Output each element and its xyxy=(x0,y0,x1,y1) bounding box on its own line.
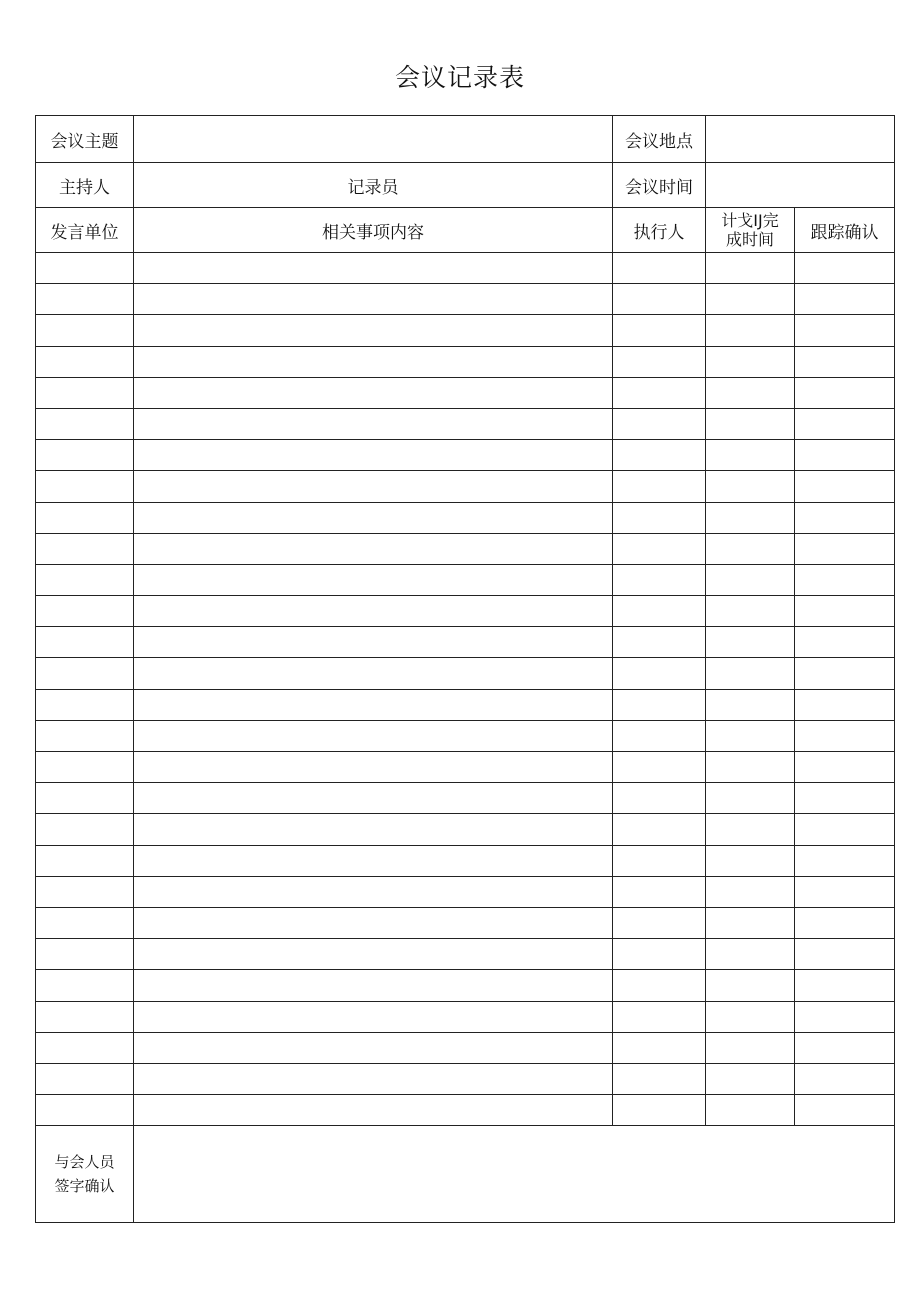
cell-executor[interactable] xyxy=(613,1001,706,1032)
cell-unit[interactable] xyxy=(36,939,134,970)
cell-content[interactable] xyxy=(134,720,613,751)
cell-unit[interactable] xyxy=(36,471,134,502)
cell-content[interactable] xyxy=(134,440,613,471)
cell-plan-time[interactable] xyxy=(706,876,795,907)
cell-content[interactable] xyxy=(134,752,613,783)
cell-plan-time[interactable] xyxy=(706,502,795,533)
signature-label xyxy=(36,1126,134,1223)
cell-executor[interactable] xyxy=(613,876,706,907)
cell-unit[interactable] xyxy=(36,253,134,284)
cell-content[interactable] xyxy=(134,939,613,970)
table-row xyxy=(36,346,895,377)
cell-content[interactable] xyxy=(134,876,613,907)
cell-executor[interactable] xyxy=(613,752,706,783)
cell-unit[interactable] xyxy=(36,627,134,658)
table-row xyxy=(36,408,895,439)
cell-unit[interactable] xyxy=(36,284,134,315)
cell-content[interactable] xyxy=(134,284,613,315)
signature-label-line2: 签字确认 xyxy=(54,1177,115,1196)
meeting-record-table xyxy=(35,115,895,1223)
table-row xyxy=(36,939,895,970)
cell-tracking[interactable] xyxy=(795,814,895,845)
cell-executor[interactable] xyxy=(613,845,706,876)
cell-tracking[interactable] xyxy=(795,783,895,814)
cell-executor[interactable] xyxy=(613,907,706,938)
cell-unit[interactable] xyxy=(36,783,134,814)
cell-tracking[interactable] xyxy=(795,315,895,346)
cell-content[interactable] xyxy=(134,1063,613,1094)
cell-content[interactable] xyxy=(134,1001,613,1032)
table-row xyxy=(36,1095,895,1126)
cell-content[interactable] xyxy=(134,346,613,377)
cell-tracking[interactable] xyxy=(795,845,895,876)
cell-tracking[interactable] xyxy=(795,1063,895,1094)
cell-executor[interactable] xyxy=(613,596,706,627)
cell-unit[interactable] xyxy=(36,377,134,408)
cell-tracking[interactable] xyxy=(795,408,895,439)
cell-plan-time[interactable] xyxy=(706,253,795,284)
table-row xyxy=(36,502,895,533)
table-row xyxy=(36,720,895,751)
cell-tracking[interactable] xyxy=(795,377,895,408)
cell-tracking[interactable] xyxy=(795,658,895,689)
cell-plan-time[interactable] xyxy=(706,408,795,439)
cell-executor[interactable] xyxy=(613,783,706,814)
time-label: 会议时间 xyxy=(613,163,706,208)
host-label: 主持人 xyxy=(36,163,134,208)
topic-field[interactable] xyxy=(134,116,613,163)
cell-executor[interactable] xyxy=(613,939,706,970)
cell-unit[interactable] xyxy=(36,564,134,595)
cell-plan-time[interactable] xyxy=(706,627,795,658)
cell-unit[interactable] xyxy=(36,1001,134,1032)
cell-content[interactable] xyxy=(134,658,613,689)
table-row xyxy=(36,440,895,471)
cell-tracking[interactable] xyxy=(795,471,895,502)
header-row-topic xyxy=(36,116,895,163)
location-label: 会议地点 xyxy=(613,116,706,163)
cell-plan-time[interactable] xyxy=(706,533,795,564)
cell-unit[interactable] xyxy=(36,658,134,689)
cell-plan-time[interactable] xyxy=(706,658,795,689)
table-row xyxy=(36,377,895,408)
cell-plan-time[interactable] xyxy=(706,471,795,502)
table-row xyxy=(36,596,895,627)
cell-plan-time[interactable] xyxy=(706,440,795,471)
cell-unit[interactable] xyxy=(36,907,134,938)
table-row xyxy=(36,253,895,284)
table-row xyxy=(36,783,895,814)
cell-unit[interactable] xyxy=(36,1063,134,1094)
cell-unit[interactable] xyxy=(36,502,134,533)
cell-tracking[interactable] xyxy=(795,939,895,970)
cell-content[interactable] xyxy=(134,564,613,595)
cell-executor[interactable] xyxy=(613,284,706,315)
signature-field[interactable] xyxy=(134,1126,895,1223)
cell-tracking[interactable] xyxy=(795,533,895,564)
cell-content[interactable] xyxy=(134,377,613,408)
cell-plan-time[interactable] xyxy=(706,346,795,377)
cell-tracking[interactable] xyxy=(795,502,895,533)
cell-content[interactable] xyxy=(134,471,613,502)
table-row xyxy=(36,1032,895,1063)
cell-content[interactable] xyxy=(134,970,613,1001)
cell-executor[interactable] xyxy=(613,440,706,471)
cell-tracking[interactable] xyxy=(795,907,895,938)
column-plan-time xyxy=(706,208,795,253)
table-row xyxy=(36,752,895,783)
table-row xyxy=(36,564,895,595)
table-row xyxy=(36,845,895,876)
table-row xyxy=(36,627,895,658)
cell-executor[interactable] xyxy=(613,1063,706,1094)
table-row xyxy=(36,907,895,938)
cell-plan-time[interactable] xyxy=(706,315,795,346)
cell-unit[interactable] xyxy=(36,596,134,627)
cell-unit[interactable] xyxy=(36,876,134,907)
cell-plan-time[interactable] xyxy=(706,720,795,751)
cell-unit[interactable] xyxy=(36,408,134,439)
cell-unit[interactable] xyxy=(36,1032,134,1063)
cell-content[interactable] xyxy=(134,253,613,284)
cell-executor[interactable] xyxy=(613,471,706,502)
time-field[interactable] xyxy=(706,163,895,208)
cell-executor[interactable] xyxy=(613,814,706,845)
header-row-host xyxy=(36,163,895,208)
cell-executor[interactable] xyxy=(613,658,706,689)
cell-content[interactable] xyxy=(134,783,613,814)
recorder-label: 记录员 xyxy=(134,163,613,208)
table-row xyxy=(36,315,895,346)
cell-unit[interactable] xyxy=(36,1095,134,1126)
cell-executor[interactable] xyxy=(613,346,706,377)
cell-plan-time[interactable] xyxy=(706,907,795,938)
cell-unit[interactable] xyxy=(36,533,134,564)
cell-content[interactable] xyxy=(134,1032,613,1063)
cell-tracking[interactable] xyxy=(795,1001,895,1032)
cell-content[interactable] xyxy=(134,907,613,938)
cell-executor[interactable] xyxy=(613,315,706,346)
cell-plan-time[interactable] xyxy=(706,1032,795,1063)
cell-tracking[interactable] xyxy=(795,720,895,751)
topic-label: 会议主题 xyxy=(36,116,134,163)
signature-row xyxy=(36,1126,895,1223)
cell-tracking[interactable] xyxy=(795,970,895,1001)
cell-unit[interactable] xyxy=(36,315,134,346)
cell-plan-time[interactable] xyxy=(706,783,795,814)
table-row xyxy=(36,876,895,907)
cell-plan-time[interactable] xyxy=(706,596,795,627)
cell-content[interactable] xyxy=(134,596,613,627)
cell-tracking[interactable] xyxy=(795,689,895,720)
cell-tracking[interactable] xyxy=(795,1032,895,1063)
cell-plan-time[interactable] xyxy=(706,284,795,315)
location-field[interactable] xyxy=(706,116,895,163)
table-row xyxy=(36,814,895,845)
cell-unit[interactable] xyxy=(36,970,134,1001)
page-title: 会议记录表 xyxy=(394,63,525,92)
cell-tracking[interactable] xyxy=(795,1095,895,1126)
column-header-row xyxy=(36,208,895,253)
cell-tracking[interactable] xyxy=(795,253,895,284)
cell-executor[interactable] xyxy=(613,408,706,439)
cell-content[interactable] xyxy=(134,689,613,720)
cell-content[interactable] xyxy=(134,315,613,346)
cell-tracking[interactable] xyxy=(795,596,895,627)
cell-content[interactable] xyxy=(134,502,613,533)
column-executor: 执行人 xyxy=(613,208,706,253)
cell-tracking[interactable] xyxy=(795,876,895,907)
cell-unit[interactable] xyxy=(36,689,134,720)
cell-plan-time[interactable] xyxy=(706,564,795,595)
cell-executor[interactable] xyxy=(613,689,706,720)
cell-content[interactable] xyxy=(134,814,613,845)
cell-plan-time[interactable] xyxy=(706,1063,795,1094)
cell-unit[interactable] xyxy=(36,752,134,783)
cell-plan-time[interactable] xyxy=(706,814,795,845)
cell-tracking[interactable] xyxy=(795,284,895,315)
cell-content[interactable] xyxy=(134,533,613,564)
column-plan-time-line1: 计戈IJ完 xyxy=(721,211,779,230)
cell-executor[interactable] xyxy=(613,502,706,533)
cell-tracking[interactable] xyxy=(795,564,895,595)
table-row xyxy=(36,1063,895,1094)
cell-plan-time[interactable] xyxy=(706,970,795,1001)
cell-content[interactable] xyxy=(134,845,613,876)
cell-plan-time[interactable] xyxy=(706,1095,795,1126)
cell-plan-time[interactable] xyxy=(706,845,795,876)
cell-unit[interactable] xyxy=(36,440,134,471)
cell-plan-time[interactable] xyxy=(706,377,795,408)
table-row xyxy=(36,970,895,1001)
cell-content[interactable] xyxy=(134,1095,613,1126)
cell-executor[interactable] xyxy=(613,253,706,284)
cell-tracking[interactable] xyxy=(795,752,895,783)
cell-executor[interactable] xyxy=(613,564,706,595)
cell-plan-time[interactable] xyxy=(706,689,795,720)
column-tracking: 跟踪确认 xyxy=(795,208,895,253)
cell-plan-time[interactable] xyxy=(706,1001,795,1032)
cell-plan-time[interactable] xyxy=(706,752,795,783)
cell-unit[interactable] xyxy=(36,845,134,876)
cell-executor[interactable] xyxy=(613,533,706,564)
cell-executor[interactable] xyxy=(613,720,706,751)
table-row xyxy=(36,471,895,502)
cell-executor[interactable] xyxy=(613,1095,706,1126)
table-row xyxy=(36,1001,895,1032)
cell-tracking[interactable] xyxy=(795,627,895,658)
signature-label-line1: 与会人员 xyxy=(54,1153,115,1172)
table-row xyxy=(36,284,895,315)
cell-content[interactable] xyxy=(134,408,613,439)
cell-executor[interactable] xyxy=(613,627,706,658)
cell-executor[interactable] xyxy=(613,377,706,408)
cell-tracking[interactable] xyxy=(795,346,895,377)
table-row xyxy=(36,689,895,720)
cell-executor[interactable] xyxy=(613,1032,706,1063)
table-row xyxy=(36,533,895,564)
column-content: 相关事项内容 xyxy=(134,208,613,253)
cell-unit[interactable] xyxy=(36,814,134,845)
table-row xyxy=(36,658,895,689)
column-unit: 发言单位 xyxy=(36,208,134,253)
cell-content[interactable] xyxy=(134,627,613,658)
cell-plan-time[interactable] xyxy=(706,939,795,970)
cell-tracking[interactable] xyxy=(795,440,895,471)
cell-unit[interactable] xyxy=(36,346,134,377)
cell-executor[interactable] xyxy=(613,970,706,1001)
column-plan-time-line2: 成时间 xyxy=(725,230,774,249)
cell-unit[interactable] xyxy=(36,720,134,751)
